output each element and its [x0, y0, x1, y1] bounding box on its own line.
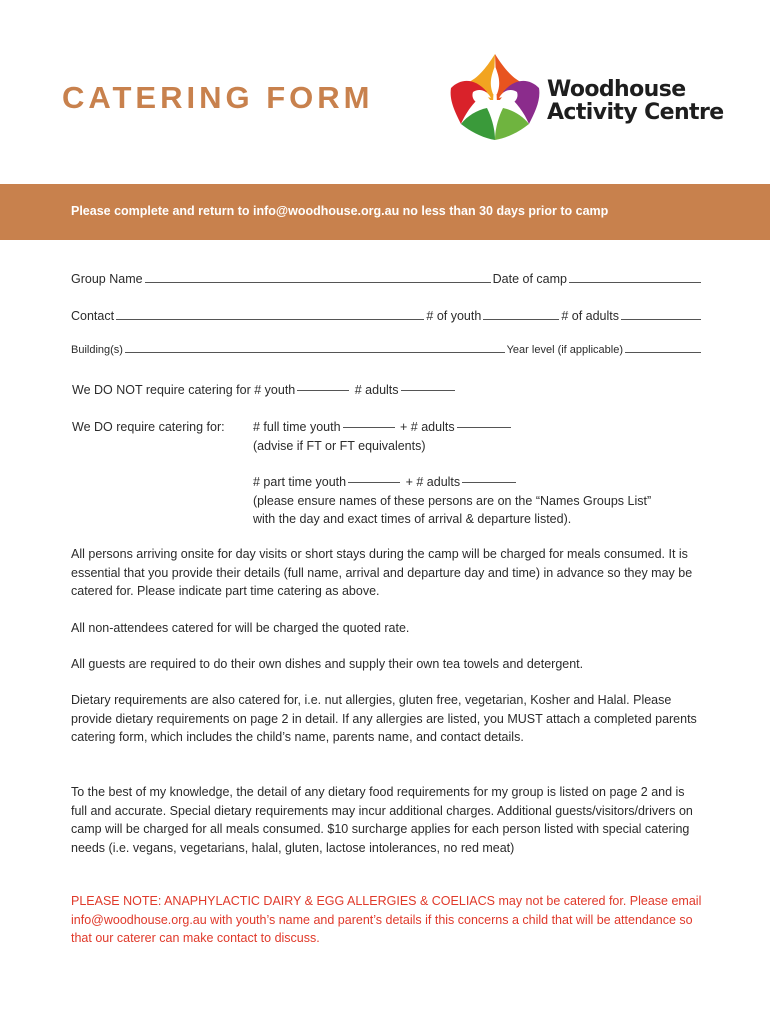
logo-line-2: Activity Centre	[547, 100, 724, 125]
adults-count-label: # of adults	[561, 309, 619, 323]
year-level-field[interactable]	[625, 351, 701, 353]
part-time-note-1: (please ensure names of these persons are on the “Names Groups List”	[253, 493, 652, 508]
fleur-de-lis-icon	[447, 52, 543, 142]
contact-label: Contact	[71, 309, 115, 323]
part-time-note-2: with the day and exact times of arrival & departure listed).	[253, 512, 572, 526]
group-name-label: Group Name	[71, 272, 143, 286]
catering-not-required	[72, 381, 704, 400]
form-title: CATERING FORM	[62, 80, 374, 115]
buildings-label: Building(s)	[71, 344, 123, 356]
contact-row	[71, 309, 703, 323]
not-required-youth-label: We DO NOT require catering for # youth	[72, 383, 296, 397]
date-of-camp-field[interactable]	[569, 281, 701, 283]
part-time-adults-field[interactable]	[462, 481, 516, 483]
buildings-field[interactable]	[125, 351, 505, 353]
part-time-youth-field[interactable]	[348, 481, 400, 483]
full-time-row	[253, 418, 713, 437]
paragraph-dishes: All guests are required to do their own dishes and supply their own tea towels and detergent.	[71, 657, 584, 671]
part-time-row	[253, 473, 713, 492]
logo-text	[547, 78, 724, 124]
year-level-label: Year level (if applicable)	[506, 344, 623, 356]
catering-required-label: We DO require catering for:	[72, 420, 225, 434]
full-time-adults-field[interactable]	[457, 426, 511, 428]
full-time-adults-label: + # adults	[400, 420, 455, 434]
full-time-youth-label: # full time youth	[253, 420, 341, 434]
logo-line-1: Woodhouse	[547, 77, 686, 102]
full-time-note: (advise if FT or FT equivalents)	[253, 438, 426, 453]
not-required-adults-label: # adults	[354, 383, 399, 397]
not-required-youth-field[interactable]	[297, 389, 349, 391]
adults-count-field[interactable]	[621, 318, 701, 320]
part-time-adults-label: + # adults	[405, 475, 461, 489]
woodhouse-logo	[447, 52, 737, 142]
paragraph-non-attendees: All non-attendees catered for will be charged the quoted rate.	[71, 621, 410, 635]
full-time-youth-field[interactable]	[343, 426, 395, 428]
part-time-group	[253, 473, 713, 529]
paragraph-day-visits: All persons arriving onsite for day visits or short stays during the camp will be charged for meals consumed. It is essential that you provide their details (full name, arrival and departure day and time) in advance so they may be catered for. Please indicate part time catering as above.	[71, 547, 693, 598]
paragraph-allergy-warning: PLEASE NOTE: ANAPHYLACTIC DAIRY & EGG ALLERGIES & COELIACS may not be catered for. Please email info@woodhouse.org.au with youth’s name and parent’s details if this concerns a child that will be attendance so that our caterer can make contact to discuss.	[71, 894, 702, 945]
group-name-field[interactable]	[145, 281, 491, 283]
youth-count-label: # of youth	[426, 309, 482, 323]
instruction-banner	[0, 184, 770, 240]
date-of-camp-label: Date of camp	[492, 272, 567, 286]
banner-text: Please complete and return to info@woodhouse.org.au no less than 30 days prior to camp	[71, 204, 609, 218]
group-name-row	[71, 272, 703, 286]
paragraph-declaration: To the best of my knowledge, the detail of any dietary food requirements for my group is listed on page 2 and is full and accurate. Special dietary requirements may incur additional charges. Additional guests/visitors/drivers on camp will be charged for all meals consumed. $10 surcharge applies for each person listed with special catering needs (i.e. vegans, vegetarians, halal, gluten, lactose intolerances, no red meat)	[71, 785, 693, 855]
full-time-group	[253, 418, 713, 455]
contact-field[interactable]	[116, 318, 424, 320]
youth-count-field[interactable]	[483, 318, 559, 320]
paragraph-dietary: Dietary requirements are also catered for, i.e. nut allergies, gluten free, vegetarian, Kosher and Halal. Please provide dietary requirements on page 2 in detail. If any allergies are listed, you MUST attach a completed parents catering form, which includes the child’s name, parents name, and contact details.	[71, 693, 697, 744]
buildings-row	[71, 344, 703, 356]
not-required-adults-field[interactable]	[401, 389, 455, 391]
part-time-youth-label: # part time youth	[253, 475, 347, 489]
